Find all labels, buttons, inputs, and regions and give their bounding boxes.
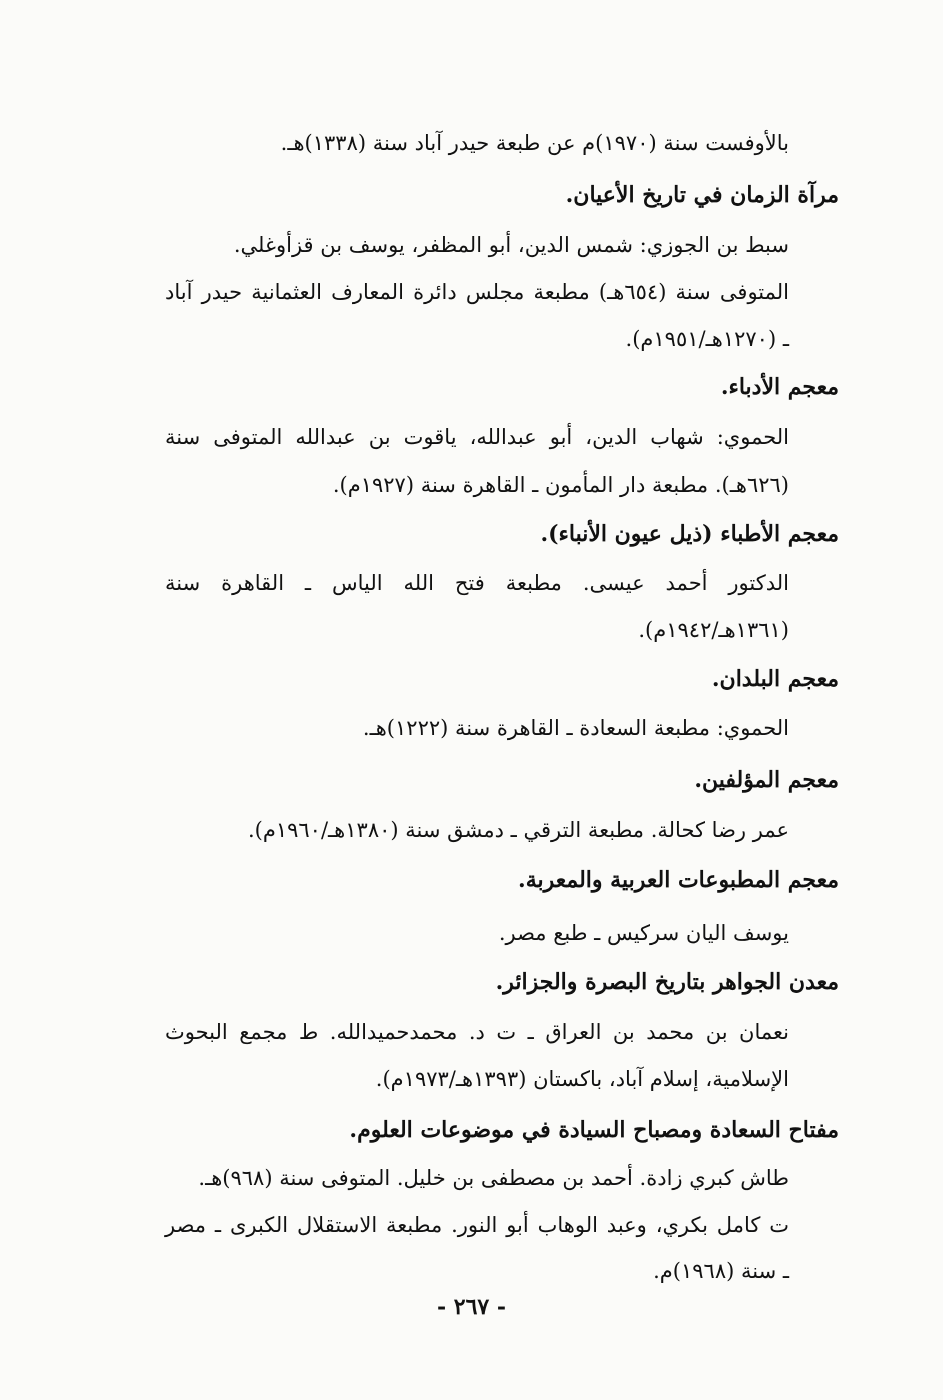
entry-title: معجم الأطباء (ذيل عيون الأنباء). <box>540 521 839 547</box>
entry-detail-line: ـ سنة (١٩٦٨)م. <box>653 1259 789 1283</box>
entry-title: مفتاح السعادة ومصباح السيادة في موضوعات العلوم. <box>349 1117 839 1143</box>
entry-detail-line: سبط بن الجوزي: شمس الدين، أبو المظفر، يوسف بن قزأوغلي. <box>233 233 789 257</box>
page-number: - ٢٦٧ - <box>436 1294 507 1320</box>
entry-title: معجم الأدباء. <box>720 374 839 400</box>
entry-detail-line: المتوفى سنة (٦٥٤هـ) مطبعة مجلس دائرة المعارف العثمانية حيدر آباد <box>165 280 790 304</box>
entry-detail-line: عمر رضا كحالة. مطبعة الترقي ـ دمشق سنة (١٣٨٠هـ/١٩٦٠م). <box>247 818 789 842</box>
entry-detail-line: (١٣٦١هـ/١٩٤٢م). <box>638 618 789 642</box>
entry-detail-line: الدكتور أحمد عيسى. مطبعة فتح الله الياس ـ القاهرة سنة <box>165 571 789 595</box>
entry-title: معدن الجواهر بتاريخ البصرة والجزائر. <box>495 969 839 995</box>
entry-detail-line: ـ (١٢٧٠هـ/١٩٥١م). <box>625 327 789 351</box>
entry-title: معجم المؤلفين. <box>694 767 839 793</box>
entry-detail-line: ت كامل بكري، وعبد الوهاب أبو النور. مطبعة الاستقلال الكبرى ـ مصر <box>165 1213 789 1237</box>
entry-title: مرآة الزمان في تاريخ الأعيان. <box>565 182 839 208</box>
entry-detail-line: الحموي: مطبعة السعادة ـ القاهرة سنة (١٢٢٢)هـ. <box>362 716 789 740</box>
entry-detail-line: طاش كبري زادة. أحمد بن مصطفى بن خليل. المتوفى سنة (٩٦٨)هـ. <box>198 1166 789 1190</box>
entry-detail-line: الإسلامية، إسلام آباد، باكستان (١٣٩٣هـ/١٩٧٣م). <box>375 1067 789 1091</box>
entry-detail-line: يوسف اليان سركيس ـ طبع مصر. <box>498 921 789 945</box>
entry-detail-line: الحموي: شهاب الدين، أبو عبدالله، ياقوت بن عبدالله المتوفى سنة <box>165 425 789 449</box>
entry-detail-line: (٦٢٦هـ). مطبعة دار المأمون ـ القاهرة سنة (١٩٢٧م). <box>332 473 789 497</box>
entry-continuation-line: بالأوفست سنة (١٩٧٠)م عن طبعة حيدر آباد سنة (١٣٣٨)هـ. <box>280 131 789 155</box>
entry-detail-line: نعمان بن محمد بن العراق ـ ت د. محمدحميدالله. ط مجمع البحوث <box>165 1020 789 1044</box>
entry-title: معجم المطبوعات العربية والمعربة. <box>518 867 839 893</box>
entry-title: معجم البلدان. <box>711 666 839 692</box>
